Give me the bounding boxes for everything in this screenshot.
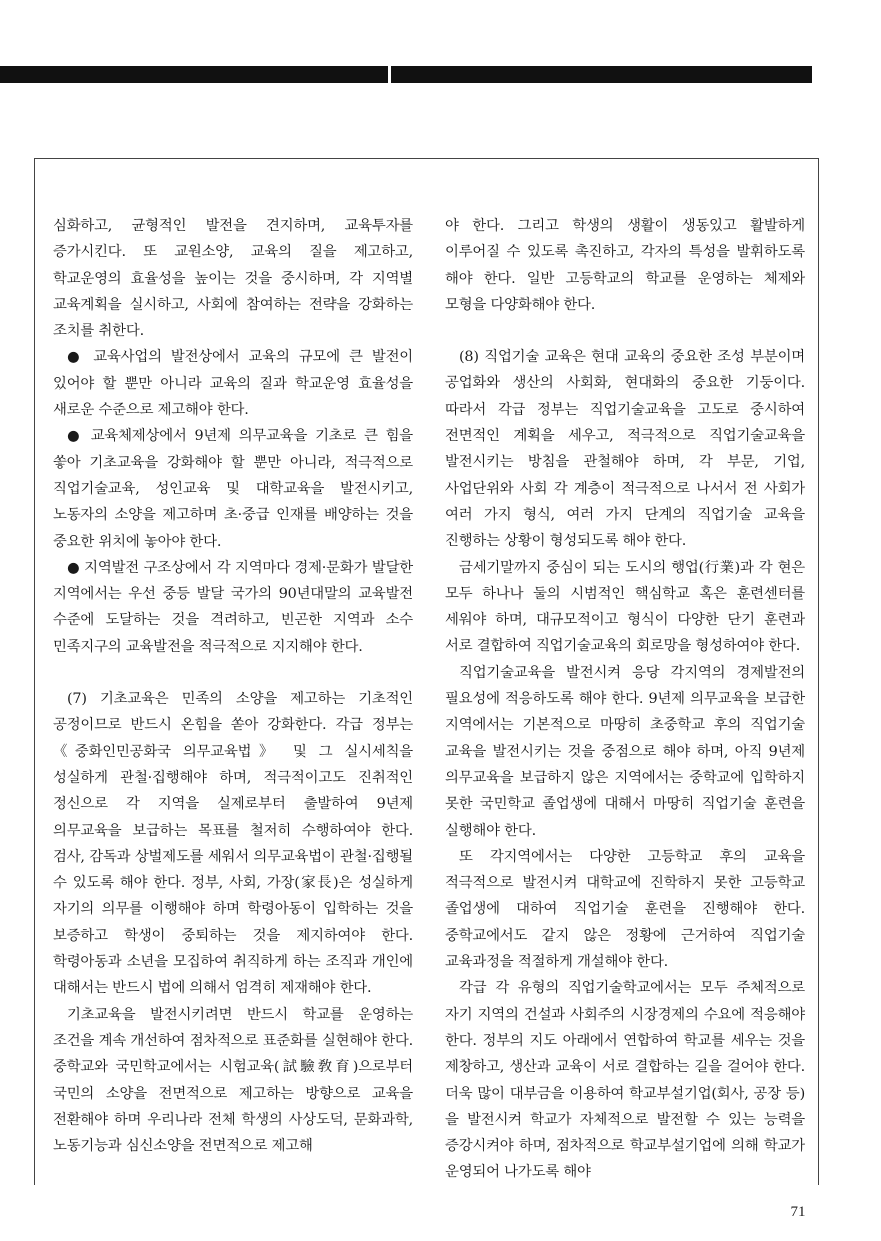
paragraph: 야 한다. 그리고 학생의 생활이 생동있고 활발하게 이루어질 수 있도록 촉진하고, 각자의 특성을 발휘하도록 해야 한다. 일반 고등학교의 학교를 운영하는 체제와 모형을 다양화해야 한다. xyxy=(445,218,805,313)
paragraph: 또 각지역에서는 다양한 고등학교 후의 교육을 적극적으로 발전시켜 대학교에 진학하지 못한 고등학교 졸업생에 대하여 직업기술 훈련을 진행해야 한다. 중학교에서도 같지 않은 정황에 근거하여 직업기술 교육과정을 적절하게 개설해야 한다. xyxy=(445,848,805,971)
right-column xyxy=(445,213,805,1186)
paragraph: 기초교육을 발전시키려면 반드시 학교를 운영하는 조건을 계속 개선하여 점차적으로 표준화를 실현해야 한다. 중학교와 국민학교에서는 시험교육(試驗敎育)으로부터 국민의 소양을 전면적으로 제고하는 방향으로 교육을 전환해야 하며 우리나라 전체 학생의 사상도덕, 문화과학, 노동기능과 심신소양을 전면적으로 제고해 xyxy=(53,1006,413,1155)
bullet-paragraph: ● 교육사업의 발전상에서 교육의 규모에 큰 발전이 있어야 할 뿐만 아니라 교육의 질과 학교운영 효율성을 새로운 수준으로 제고해야 한다. xyxy=(53,349,413,419)
page-number: 71 xyxy=(790,1204,806,1220)
paragraph: 심화하고, 균형적인 발전을 견지하며, 교육투자를 증가시킨다. 또 교원소양, 교육의 질을 제고하고, 학교운영의 효율성을 높이는 것을 중시하며, 각 지역별 교육계획을 실시하고, 사회에 참여하는 전략을 강화하는 조치를 취한다. xyxy=(53,218,413,340)
bullet-paragraph: ● 교육체제상에서 9년제 의무교육을 기초로 큰 힘을 쏳아 기초교육을 강화해야 할 뿐만 아니라, 적극적으로 직업기술교육, 성인교육 및 대학교육을 발전시키고, 노동자의 소양을 제고하며 초·중급 인재를 배양하는 것을 중요한 위치에 놓아야 한다. xyxy=(53,428,413,550)
paragraph: 직업기술교육을 발전시켜 응당 각지역의 경제발전의 필요성에 적응하도록 해야 한다. 9년제 의무교육을 보급한 지역에서는 기본적으로 마땅히 초중학교 후의 직업기술 교육을 발전시키는 것을 중점으로 해야 하며, 아직 9년제 의무교육을 보급하지 않은 지역에서는 중학교에 입학하지 못한 국민학교 졸업생에 대해서 마땅히 직업기술 훈련을 실행해야 한다. xyxy=(445,664,805,839)
bullet-paragraph: ● 지역발전 구조상에서 각 지역마다 경제·문화가 발달한 지역에서는 우선 중등 발달 국가의 90년대말의 교육발전 수준에 도달하는 것을 격려하고, 빈곤한 지역과 소수 민족지구의 교육발전을 적극적으로 지지해야 한다. xyxy=(53,559,413,655)
header-rule-notch xyxy=(388,66,391,83)
left-column xyxy=(53,213,413,1159)
paragraph: 금세기말까지 중심이 되는 도시의 행업(行業)과 각 현은 모두 하나나 둘의 시범적인 핵심학교 혹은 훈련센터를 세워야 하며, 대규모적이고 형식이 다양한 단기 훈련과 서로 결합하여 직업기술교육의 회로망을 형성하여야 한다. xyxy=(445,559,805,655)
header-rule xyxy=(0,66,812,83)
paragraph: 각급 각 유형의 직업기술학교에서는 모두 주체적으로 자기 지역의 건설과 사회주의 시장경제의 수요에 적응해야 한다. 정부의 지도 아래에서 연합하여 학교를 세우는 것을 제창하고, 생산과 교육이 서로 결합하는 길을 걸어야 한다. 더욱 많이 대부금을 이용하여 학교부설기업(회사, 공장 등)을 발전시켜 학교가 자체적으로 발전할 수 있는 능력을 증강시켜야 하며, 점차적으로 학교부설기업에 의해 학교가 운영되어 나가도록 해야 xyxy=(445,980,805,1181)
section-paragraph: (8) 직업기술 교육은 현대 교육의 중요한 조성 부분이며 공업화와 생산의 사회화, 현대화의 중요한 기둥이다. 따라서 각급 정부는 직업기술교육을 고도로 중시하여 전면적인 계획을 세우고, 적극적으로 직업기술교육을 발전시키는 방침을 관철해야 하며, 각 부문, 기업, 사업단위와 사회 각 계층이 적극적으로 나서서 전 사회가 여러 가지 형식, 여러 가지 단계의 직업기술 교육을 진행하는 상황이 형성되도록 해야 한다. xyxy=(445,349,805,550)
section-paragraph: (7) 기초교육은 민족의 소양을 제고하는 기초적인 공정이므로 반드시 온힘을 쏟아 강화한다. 각급 정부는 《중화인민공화국 의무교육법》 및 그 실시세칙을 성실하게 관철·집행해야 하며, 적극적이고도 진취적인 정신으로 각 지역을 실제로부터 출발하여 9년제 의무교육을 보급하는 목표를 철저히 수행하여야 한다. 검사, 감독과 상벌제도를 세워서 의무교육법이 관철·집행될 수 있도록 해야 한다. 정부, 사회, 가장(家長)은 성실하게 자기의 의무를 이행해야 하며 학령아동이 입학하는 것을 보증하고 학생이 중퇴하는 것을 제지하여야 한다. 학령아동과 소년을 모집하여 취직하게 하는 조직과 개인에 대해서는 반드시 법에 의해서 엄격히 제재해야 한다. xyxy=(53,691,413,997)
